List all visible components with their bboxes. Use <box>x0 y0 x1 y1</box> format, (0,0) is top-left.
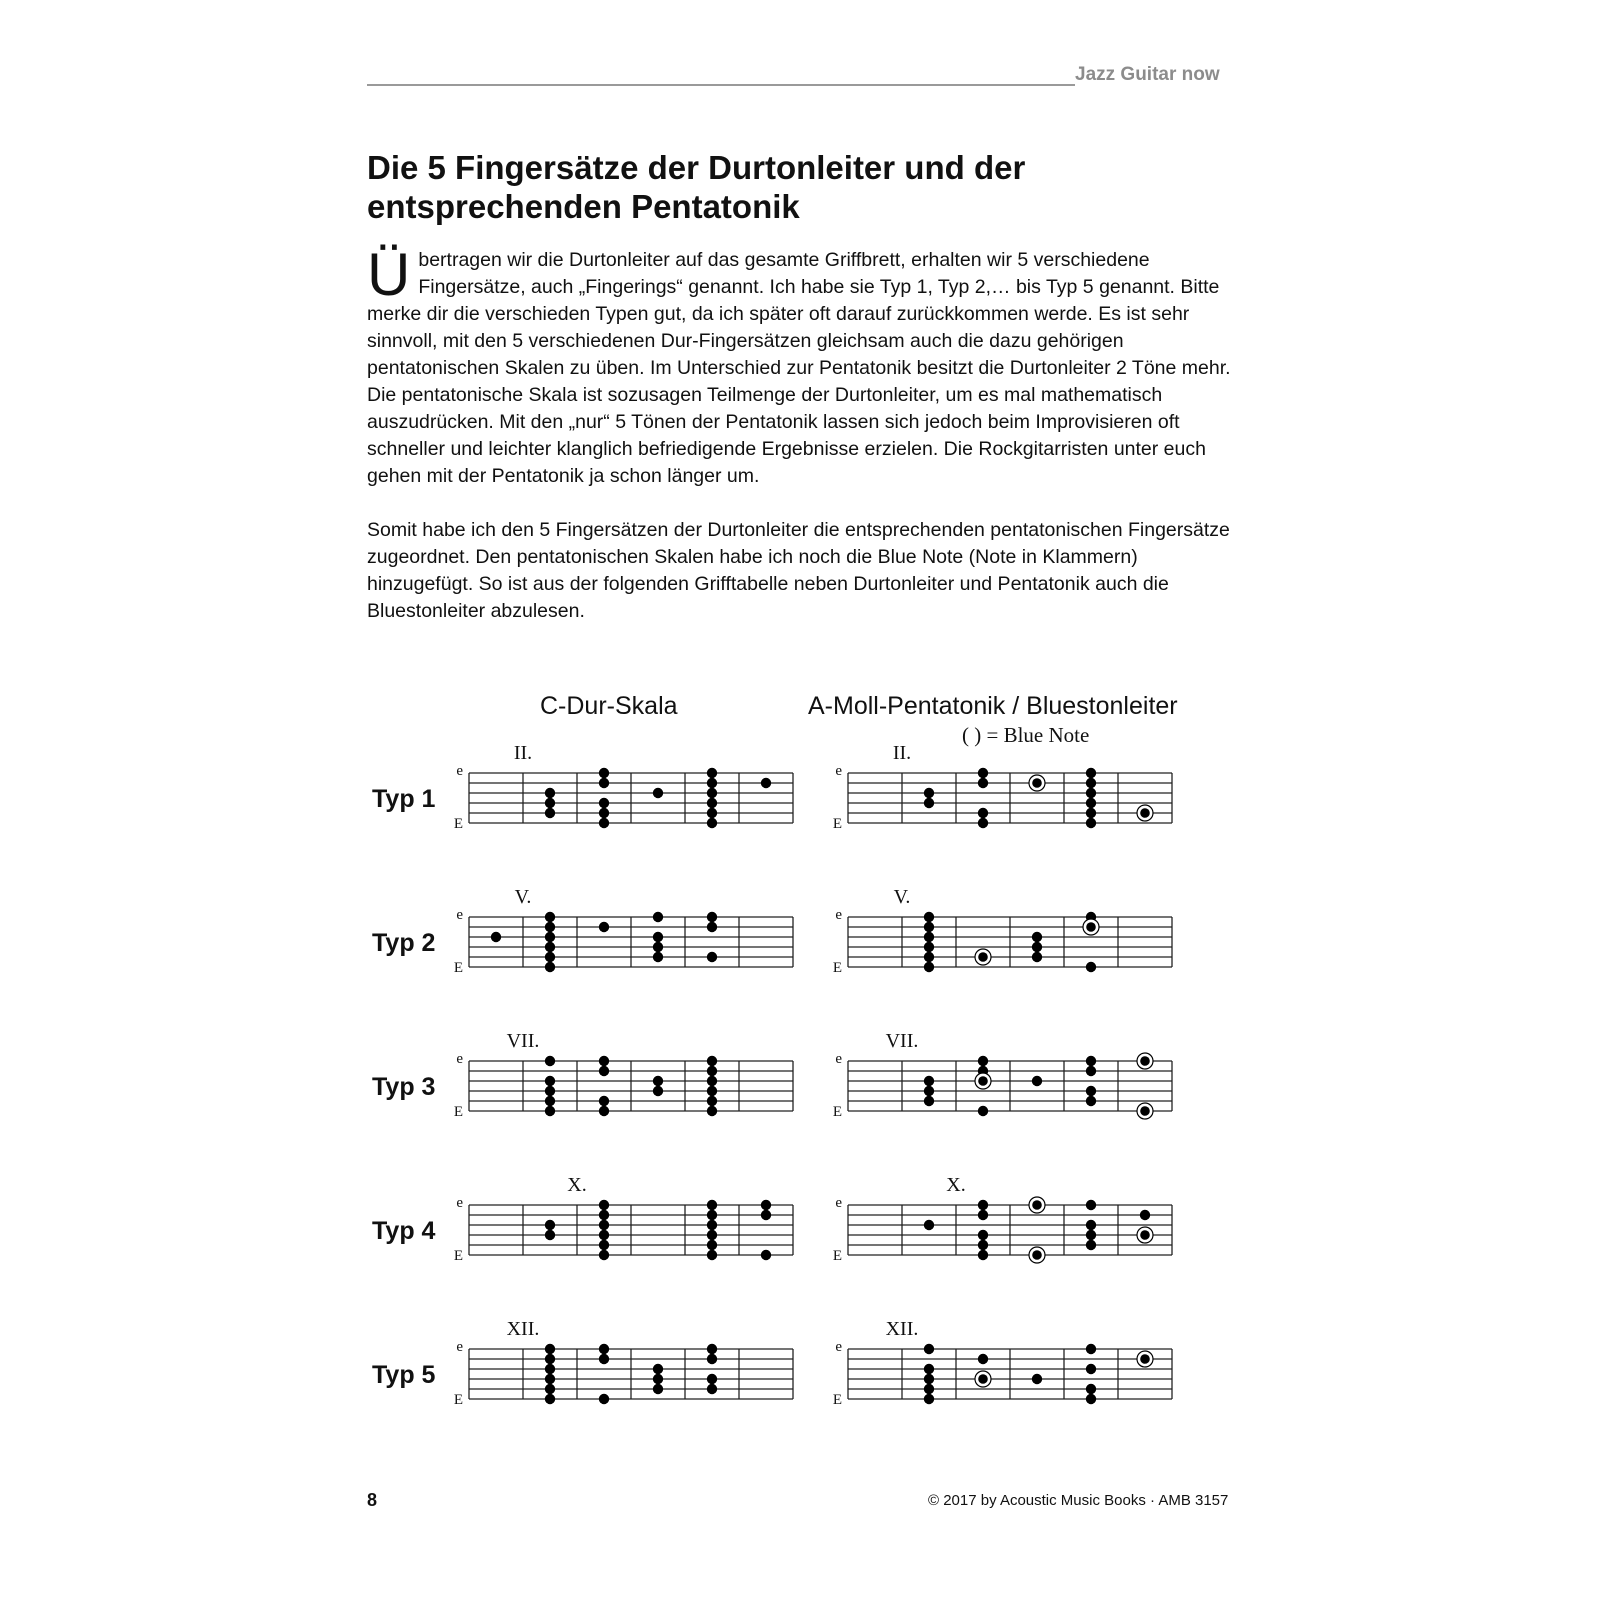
pentatonic-scale-note-dot <box>978 1250 988 1260</box>
major-scale-note-dot <box>707 912 717 922</box>
copyright: © 2017 by Acoustic Music Books · AMB 3157 <box>928 1492 1229 1509</box>
pentatonic-scale-note-dot <box>924 1374 934 1384</box>
major-scale-note-dot <box>707 1384 717 1394</box>
pentatonic-scale-note-dot <box>924 952 934 962</box>
header-book-title: Jazz Guitar now <box>1075 64 1220 85</box>
major-scale-note-dot <box>545 952 555 962</box>
pentatonic-scale-note-dot <box>978 1354 988 1364</box>
position-label: II. <box>892 742 912 764</box>
pentatonic-scale-note-dot <box>924 1096 934 1106</box>
major-scale-note-dot <box>545 808 555 818</box>
position-label: V. <box>893 886 911 908</box>
major-scale-note-dot <box>545 942 555 952</box>
major-scale-note-dot <box>707 798 717 808</box>
pentatonic-scale-note-dot <box>924 1086 934 1096</box>
major-scale-note-dot <box>599 1344 609 1354</box>
major-scale-note-dot <box>545 1086 555 1096</box>
paragraph-1-text: bertragen wir die Durtonleiter auf das gesamte Griffbrett, erhalten wir 5 verschiedene Fingersätze, auch „Fingerings“ genannt. Ich habe sie Typ 1, Typ 2,… bis Typ 5 genannt. Bitte merke dir die verschieden Typen gut, da ich später oft darauf zurückkommen werde. Es ist sehr sinnvoll, mit den 5 verschiedenen Dur-Fingersätzen gleichsam auch die dazu gehörigen pentatonischen Skalen zu üben. Im Unterschied zur Pentatonik besitzt die Durtonleiter 2 Töne mehr. Die pentatonische Skala ist sozusagen Teilmenge der Durtonleiter, um es mal mathematisch auszudrücken. Mit den „nur“ 5 Tönen der Pentatonik lassen sich jedoch beim Improvisieren oft schneller und leichter klanglich befriedigende Ergebnisse erzielen. Die Rockgitarristen unter euch gehen mit der Pentatonik ja schon länger um. <box>367 249 1231 487</box>
major-scale-note-dot <box>599 1240 609 1250</box>
major-scale-note-dot <box>599 1056 609 1066</box>
major-scale-note-dot <box>707 1220 717 1230</box>
major-scale-note-dot <box>707 1066 717 1076</box>
pentatonic-scale-note-dot <box>978 1200 988 1210</box>
major-scale-note-dot <box>707 1250 717 1260</box>
pentatonic-scale-note-dot <box>924 922 934 932</box>
string-label-low-e: E <box>832 1104 842 1120</box>
string-label-low-e: E <box>832 816 842 832</box>
major-scale-note-dot <box>653 788 663 798</box>
pentatonic-scale-note-dot <box>1086 1200 1096 1210</box>
major-scale-note-dot <box>653 1086 663 1096</box>
major-scale-note-dot <box>599 1066 609 1076</box>
paragraph-2: Somit habe ich den 5 Fingersätzen der Durtonleiter die entsprechenden pentatonischen Fingersätze zugeordnet. Den pentatonischen Skalen habe ich noch die Blue Note (Note in Klammern) hinzugefügt. So ist aus der folgenden Grifftabelle neben Durtonleiter und Pentatonik auch die Bluestonleiter abzulesen. <box>367 519 1230 622</box>
major-scale-note-dot <box>545 1384 555 1394</box>
pentatonic-scale-note-dot <box>924 1364 934 1374</box>
major-scale-note-dot <box>761 1210 771 1220</box>
pentatonic-scale-blue-note-dot <box>1086 922 1096 932</box>
major-scale-note-dot <box>545 1076 555 1086</box>
major-scale-note-dot <box>545 1106 555 1116</box>
major-scale-note-dot <box>707 778 717 788</box>
major-scale-note-dot <box>707 818 717 828</box>
major-scale-note-dot <box>545 1394 555 1404</box>
major-scale-note-dot <box>707 1056 717 1066</box>
pentatonic-scale-note-dot <box>1086 818 1096 828</box>
page-number: 8 <box>367 1490 378 1510</box>
major-scale-note-dot <box>707 1200 717 1210</box>
major-scale-note-dot <box>599 768 609 778</box>
pentatonic-scale-note-dot <box>978 778 988 788</box>
major-scale-note-dot <box>545 1230 555 1240</box>
pentatonic-scale-note-dot <box>1086 1384 1096 1394</box>
major-scale-note-dot <box>707 1344 717 1354</box>
page-title: Die 5 Fingersätze der Durtonleiter und der entsprechenden Pentatonik <box>367 149 1026 225</box>
pentatonic-scale-note-dot <box>924 1076 934 1086</box>
position-label: VII. <box>885 1030 919 1052</box>
typ-label: Typ 5 <box>372 1361 436 1389</box>
major-scale-note-dot <box>599 1394 609 1404</box>
major-scale-note-dot <box>545 1364 555 1374</box>
pentatonic-scale-note-dot <box>1086 808 1096 818</box>
pentatonic-scale-note-dot <box>924 798 934 808</box>
major-scale-note-dot <box>599 1230 609 1240</box>
pentatonic-scale-note-dot <box>1086 798 1096 808</box>
major-scale-note-dot <box>599 1354 609 1364</box>
major-scale-note-dot <box>545 788 555 798</box>
position-label: X. <box>946 1174 966 1196</box>
major-scale-note-dot <box>599 1096 609 1106</box>
pentatonic-scale-note-dot <box>978 818 988 828</box>
major-scale-note-dot <box>707 1374 717 1384</box>
pentatonic-scale-note-dot <box>1086 1230 1096 1240</box>
major-scale-note-dot <box>599 1210 609 1220</box>
major-scale-note-dot <box>545 962 555 972</box>
pentatonic-scale-note-dot <box>1086 768 1096 778</box>
pentatonic-scale-note-dot <box>1032 1374 1042 1384</box>
pentatonic-scale-note-dot <box>1086 1394 1096 1404</box>
pentatonic-scale-note-dot <box>1086 1220 1096 1230</box>
major-scale-note-dot <box>707 1230 717 1240</box>
major-scale-note-dot <box>761 778 771 788</box>
position-label: V. <box>514 886 532 908</box>
string-label-high-e: e <box>835 1339 842 1355</box>
pentatonic-scale-blue-note-dot <box>978 952 988 962</box>
pentatonic-scale-blue-note-dot <box>1032 1200 1042 1210</box>
major-scale-note-dot <box>599 1200 609 1210</box>
major-scale-note-dot <box>545 912 555 922</box>
pentatonic-scale-blue-note-dot <box>978 1076 988 1086</box>
major-scale-note-dot <box>653 1076 663 1086</box>
major-scale-note-dot <box>707 922 717 932</box>
pentatonic-scale-note-dot <box>978 1210 988 1220</box>
major-scale-note-dot <box>599 1106 609 1116</box>
string-label-low-e: E <box>453 1392 463 1408</box>
pentatonic-scale-blue-note-dot <box>1032 778 1042 788</box>
position-label: XII. <box>506 1318 540 1340</box>
pentatonic-scale-blue-note-dot <box>1140 808 1150 818</box>
string-label-low-e: E <box>832 960 842 976</box>
major-scale-note-dot <box>545 922 555 932</box>
pentatonic-scale-note-dot <box>1032 1076 1042 1086</box>
column-title-pentatonic: A-Moll-Pentatonik / Bluestonleiter <box>808 692 1178 720</box>
position-label: II. <box>513 742 533 764</box>
major-scale-note-dot <box>545 932 555 942</box>
pentatonic-scale-blue-note-dot <box>1140 1230 1150 1240</box>
pentatonic-scale-blue-note-dot <box>1140 1106 1150 1116</box>
pentatonic-scale-note-dot <box>1032 942 1042 952</box>
pentatonic-scale-note-dot <box>978 808 988 818</box>
major-scale-note-dot <box>599 778 609 788</box>
major-scale-note-dot <box>545 1056 555 1066</box>
major-scale-note-dot <box>707 1240 717 1250</box>
blue-note-legend: ( ) = Blue Note <box>962 723 1090 747</box>
position-label: VII. <box>506 1030 540 1052</box>
pentatonic-scale-note-dot <box>1032 952 1042 962</box>
major-scale-note-dot <box>653 1364 663 1374</box>
string-label-high-e: e <box>835 763 842 779</box>
major-scale-note-dot <box>653 932 663 942</box>
column-title-major: C-Dur-Skala <box>540 692 678 720</box>
string-label-low-e: E <box>453 1248 463 1264</box>
pentatonic-scale-note-dot <box>924 962 934 972</box>
string-label-low-e: E <box>453 960 463 976</box>
string-label-high-e: e <box>456 1195 463 1211</box>
pentatonic-scale-note-dot <box>1086 1056 1096 1066</box>
typ-label: Typ 4 <box>372 1217 436 1245</box>
major-scale-note-dot <box>707 1354 717 1364</box>
pentatonic-scale-note-dot <box>1086 1066 1096 1076</box>
major-scale-note-dot <box>707 952 717 962</box>
major-scale-note-dot <box>653 912 663 922</box>
major-scale-note-dot <box>707 1106 717 1116</box>
major-scale-note-dot <box>599 1220 609 1230</box>
major-scale-note-dot <box>653 1384 663 1394</box>
pentatonic-scale-note-dot <box>1086 1364 1096 1374</box>
major-scale-note-dot <box>545 1220 555 1230</box>
major-scale-note-dot <box>545 1096 555 1106</box>
pentatonic-scale-blue-note-dot <box>1140 1056 1150 1066</box>
pentatonic-scale-note-dot <box>978 768 988 778</box>
pentatonic-scale-note-dot <box>924 1394 934 1404</box>
pentatonic-scale-note-dot <box>924 942 934 952</box>
pentatonic-scale-note-dot <box>978 1106 988 1116</box>
pentatonic-scale-note-dot <box>978 1056 988 1066</box>
pentatonic-scale-note-dot <box>924 1220 934 1230</box>
major-scale-note-dot <box>761 1200 771 1210</box>
pentatonic-scale-note-dot <box>924 1384 934 1394</box>
pentatonic-scale-note-dot <box>1086 778 1096 788</box>
pentatonic-scale-blue-note-dot <box>978 1374 988 1384</box>
major-scale-note-dot <box>707 788 717 798</box>
major-scale-note-dot <box>707 1096 717 1106</box>
string-label-high-e: e <box>835 1195 842 1211</box>
pentatonic-scale-note-dot <box>1086 1096 1096 1106</box>
pentatonic-scale-note-dot <box>924 1344 934 1354</box>
string-label-high-e: e <box>835 907 842 923</box>
pentatonic-scale-note-dot <box>924 788 934 798</box>
major-scale-note-dot <box>545 1374 555 1384</box>
string-label-low-e: E <box>453 1104 463 1120</box>
major-scale-note-dot <box>545 798 555 808</box>
dropcap: Ü <box>367 241 411 308</box>
major-scale-note-dot <box>653 952 663 962</box>
major-scale-note-dot <box>707 1076 717 1086</box>
pentatonic-scale-note-dot <box>1140 1210 1150 1220</box>
typ-label: Typ 1 <box>372 785 436 813</box>
major-scale-note-dot <box>707 768 717 778</box>
typ-label: Typ 3 <box>372 1073 436 1101</box>
major-scale-note-dot <box>653 1374 663 1384</box>
major-scale-note-dot <box>599 818 609 828</box>
pentatonic-scale-note-dot <box>924 932 934 942</box>
typ-label: Typ 2 <box>372 929 436 957</box>
pentatonic-scale-blue-note-dot <box>1032 1250 1042 1260</box>
pentatonic-scale-note-dot <box>1086 962 1096 972</box>
major-scale-note-dot <box>599 1250 609 1260</box>
major-scale-note-dot <box>707 1086 717 1096</box>
position-label: XII. <box>885 1318 919 1340</box>
pentatonic-scale-note-dot <box>924 912 934 922</box>
major-scale-note-dot <box>599 922 609 932</box>
major-scale-note-dot <box>545 1344 555 1354</box>
major-scale-note-dot <box>707 808 717 818</box>
pentatonic-scale-note-dot <box>1086 788 1096 798</box>
string-label-low-e: E <box>453 816 463 832</box>
string-label-high-e: e <box>456 907 463 923</box>
string-label-high-e: e <box>835 1051 842 1067</box>
major-scale-note-dot <box>599 798 609 808</box>
pentatonic-scale-note-dot <box>1032 932 1042 942</box>
pentatonic-scale-note-dot <box>978 1230 988 1240</box>
string-label-high-e: e <box>456 1339 463 1355</box>
string-label-low-e: E <box>832 1392 842 1408</box>
major-scale-note-dot <box>491 932 501 942</box>
major-scale-note-dot <box>707 1210 717 1220</box>
string-label-high-e: e <box>456 763 463 779</box>
pentatonic-scale-note-dot <box>1086 1086 1096 1096</box>
major-scale-note-dot <box>653 942 663 952</box>
pentatonic-scale-note-dot <box>978 1240 988 1250</box>
major-scale-note-dot <box>545 1354 555 1364</box>
string-label-high-e: e <box>456 1051 463 1067</box>
pentatonic-scale-note-dot <box>1086 1344 1096 1354</box>
major-scale-note-dot <box>761 1250 771 1260</box>
string-label-low-e: E <box>832 1248 842 1264</box>
position-label: X. <box>567 1174 587 1196</box>
pentatonic-scale-note-dot <box>1086 1240 1096 1250</box>
major-scale-note-dot <box>599 808 609 818</box>
pentatonic-scale-blue-note-dot <box>1140 1354 1150 1364</box>
